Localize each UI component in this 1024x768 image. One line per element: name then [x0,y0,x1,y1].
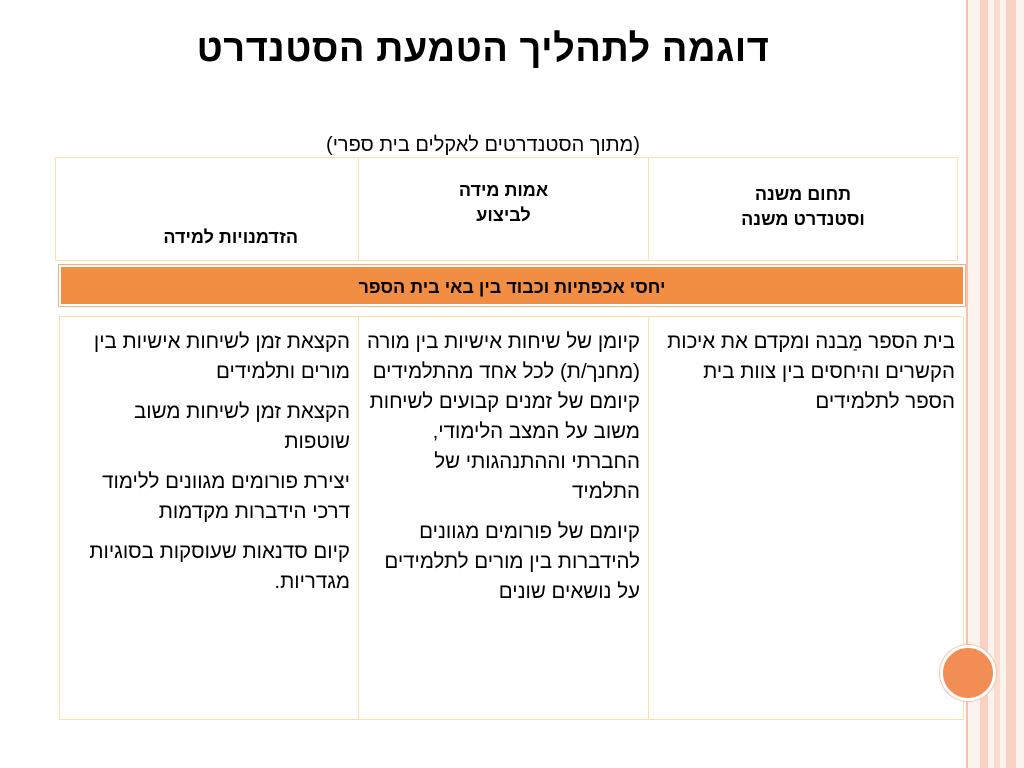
header-opportunities: הזדמנויות למידה [163,227,298,247]
header-cell-subdomain [648,157,958,261]
header-subdomain-line2: וסטנדרט משנה [741,209,865,229]
opportunity-item: הקצאת זמן לשיחות אישיות בין מורים ותלמידים [93,330,350,383]
decorative-circle [940,645,996,701]
opportunity-item: הקצאת זמן לשיחות משוב שוטפות [134,400,350,453]
header-subdomain-line1: תחום משנה [754,184,852,204]
header-cell-opportunities [55,157,359,261]
criteria-item: קיומם של פורומים מגוונים להידברות בין מורים לתלמידים על נושאים שונים [384,520,640,603]
criteria-item: קיומן של שיחות אישיות בין מורה (מחנך/ת) לכל אחד מהתלמידים קיומם של זמנים קבועים לשיחות משוב על המצב הלימודי, החברתי וההתנהגותי של התלמיד [367,330,640,503]
section-banner: יחסי אכפתיות וכבוד בין באי בית הספר [59,265,965,306]
header-criteria-line2: לביצוע [476,205,531,225]
header-criteria-line1: אמות מידה [458,180,549,200]
slide-subtitle: (מתוך הסטנדרטים לאקלים בית ספרי) [326,134,640,156]
decorative-stripe [994,0,1000,768]
body-cell-criteria [358,316,649,720]
body-cell-subdomain [648,316,964,720]
decorative-stripe [1006,0,1016,768]
body-cell-opportunities [59,316,359,720]
slide-title: דוגמה לתהליך הטמעת הסטנדרט [196,28,770,70]
header-cell-criteria [358,157,649,261]
opportunity-item: קיום סדנאות שעוסקות בסוגיות מגדריות. [89,540,350,593]
subdomain-text: בית הספר מַבנה ומקדם את איכות הקשרים והיחסים בין צוות בית הספר לתלמידים [667,330,955,413]
opportunity-item: יצירת פורומים מגוונים ללימוד דרכי הידברות מקדמות [102,470,350,523]
